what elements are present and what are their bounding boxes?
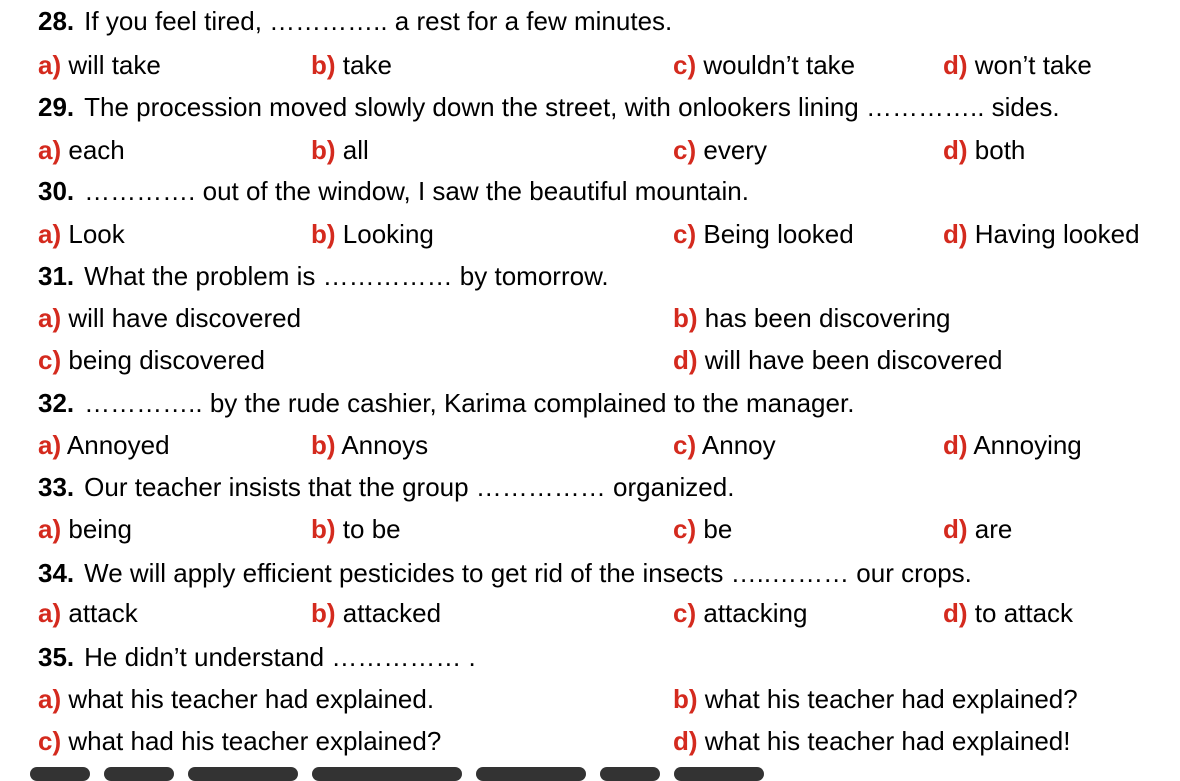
options-row	[0, 216, 1180, 252]
question-text: ………….. by the rude cashier, Karima complained to the manager.	[84, 388, 855, 418]
question-text: He didn’t understand …………… .	[84, 642, 476, 672]
options-row	[0, 427, 1180, 463]
option-a[interactable]: a) what his teacher had explained.	[38, 684, 435, 714]
option-c[interactable]: c) attacking	[673, 598, 808, 628]
question-number: 28.	[38, 6, 75, 36]
option-a[interactable]: a) each	[38, 135, 125, 165]
options-row	[0, 723, 1180, 759]
question-29	[0, 89, 1180, 125]
option-a[interactable]: a) will take	[38, 50, 161, 80]
option-b[interactable]: b) to be	[311, 514, 401, 544]
question-number: 29.	[38, 92, 75, 122]
option-c[interactable]: c) every	[673, 135, 767, 165]
option-d[interactable]: d) Having looked	[943, 219, 1140, 249]
question-34	[0, 555, 1180, 591]
options-row	[0, 595, 1180, 631]
question-text: The procession moved slowly down the street, with onlookers lining ………….. sides.	[84, 92, 1060, 122]
options-row	[0, 342, 1180, 378]
option-c[interactable]: c) Annoy	[673, 430, 776, 460]
question-number: 34.	[38, 558, 75, 588]
option-c[interactable]: c) be	[673, 514, 733, 544]
question-32	[0, 385, 1180, 421]
option-b[interactable]: b) attacked	[311, 598, 442, 628]
options-row	[0, 681, 1180, 717]
option-d[interactable]: d) will have been discovered	[673, 345, 1003, 375]
option-d[interactable]: d) Annoying	[943, 430, 1082, 460]
question-33	[0, 469, 1180, 505]
options-row	[0, 47, 1180, 83]
option-a[interactable]: a) attack	[38, 598, 138, 628]
options-row	[0, 300, 1180, 336]
option-b[interactable]: b) what his teacher had explained?	[673, 684, 1078, 714]
question-35	[0, 639, 1180, 675]
question-number: 35.	[38, 642, 75, 672]
options-row	[0, 132, 1180, 168]
question-text: If you feel tired, ………….. a rest for a few minutes.	[84, 6, 673, 36]
option-d[interactable]: d) what his teacher had explained!	[673, 726, 1071, 756]
option-d[interactable]: d) won’t take	[943, 50, 1092, 80]
question-number: 33.	[38, 472, 75, 502]
option-a[interactable]: a) being	[38, 514, 132, 544]
option-b[interactable]: b) Annoys	[311, 430, 429, 460]
question-number: 32.	[38, 388, 75, 418]
option-d[interactable]: d) are	[943, 514, 1013, 544]
question-28	[0, 3, 1180, 39]
option-b[interactable]: b) all	[311, 135, 369, 165]
option-c[interactable]: c) what had his teacher explained?	[38, 726, 442, 756]
question-31	[0, 258, 1180, 294]
option-b[interactable]: b) take	[311, 50, 392, 80]
question-text: Our teacher insists that the group …………… organized.	[84, 472, 735, 502]
question-text: What the problem is …………… by tomorrow.	[84, 261, 609, 291]
cropped-next-line	[30, 767, 790, 781]
option-a[interactable]: a) will have discovered	[38, 303, 302, 333]
option-c[interactable]: c) Being looked	[673, 219, 854, 249]
question-number: 30.	[38, 176, 75, 206]
option-d[interactable]: d) both	[943, 135, 1026, 165]
question-30	[0, 173, 1180, 209]
options-row	[0, 511, 1180, 547]
question-text: …………. out of the window, I saw the beautiful mountain.	[84, 176, 749, 206]
option-c[interactable]: c) being discovered	[38, 345, 265, 375]
option-a[interactable]: a) Annoyed	[38, 430, 170, 460]
option-b[interactable]: b) has been discovering	[673, 303, 951, 333]
option-c[interactable]: c) wouldn’t take	[673, 50, 856, 80]
question-number: 31.	[38, 261, 75, 291]
option-d[interactable]: d) to attack	[943, 598, 1074, 628]
question-text: We will apply efficient pesticides to get rid of the insects …..……… our crops.	[84, 558, 972, 588]
option-b[interactable]: b) Looking	[311, 219, 434, 249]
option-a[interactable]: a) Look	[38, 219, 125, 249]
